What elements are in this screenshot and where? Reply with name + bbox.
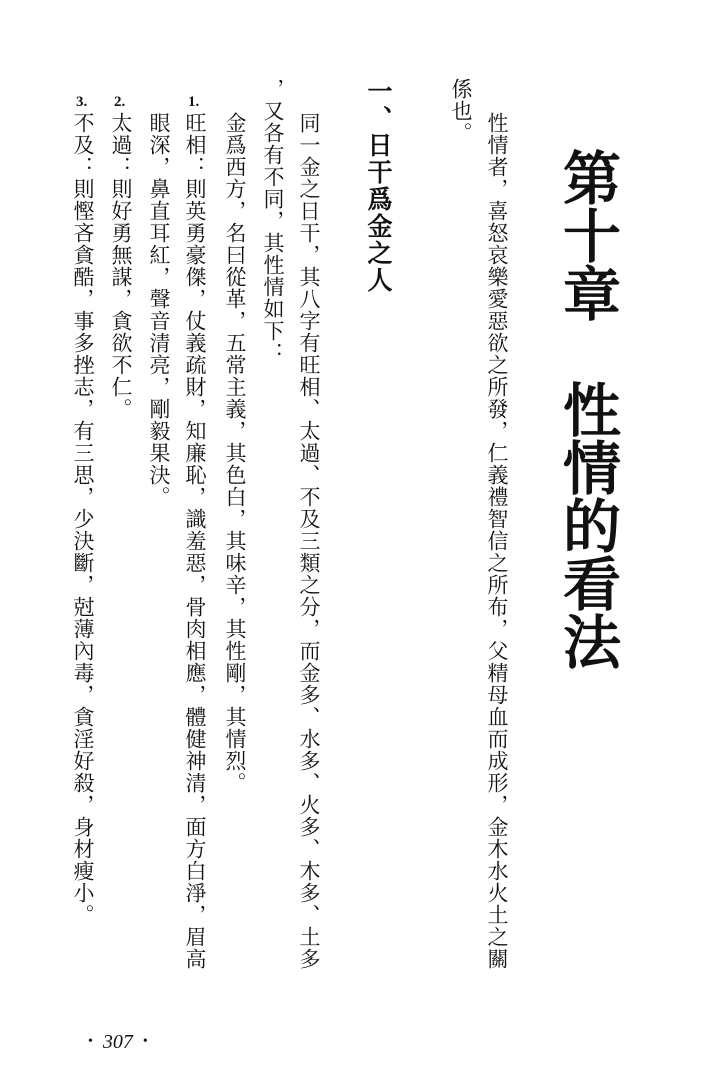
section-para-line-1: 同一金之日干，其八字有旺相、太過、不及三類之分，而金多、水多、火多、木多、土多	[297, 112, 321, 970]
section-para-line-2: ，又各有不同，其性情如下：	[261, 78, 285, 364]
item-number-1: 1.	[188, 94, 200, 110]
intro-line-2: 係也。	[449, 78, 473, 144]
item-3-line-1: 不及：則慳吝貪酷，事多挫志，有三思，少決斷，尅薄內毒，貪淫好殺，身材瘦小。	[71, 112, 95, 926]
section-heading: 一、日干爲金之人	[364, 78, 393, 294]
item-number-2: 2.	[114, 94, 126, 110]
item-1-line-1: 旺相：則英勇豪傑，仗義疏財，知廉恥，識羞惡，骨肉相應，體健神清，面方白淨，眉高	[183, 112, 207, 970]
page-number-value: 307	[102, 1031, 133, 1053]
item-2-line-1: 太過：則好勇無謀，貪欲不仁。	[109, 112, 133, 420]
item-1-line-2: 眼深，鼻直耳紅，聲音清亮，剛毅果決。	[147, 112, 171, 508]
page-number	[78, 1031, 158, 1054]
footer-bullet-right: •	[142, 1034, 148, 1049]
chapter-title: 第十章 性情的看法	[553, 148, 621, 670]
section-para-2: 金爲西方，名曰從革，五常主義，其色白，其味辛，其性剛，其情烈。	[223, 112, 247, 794]
intro-line-1: 性情者，喜怒哀樂愛惡欲之所發，仁義禮智信之所布，父精母血而成形，金木水火土之關	[485, 112, 509, 970]
footer-bullet-left: •	[88, 1034, 93, 1049]
item-number-3: 3.	[76, 94, 88, 110]
